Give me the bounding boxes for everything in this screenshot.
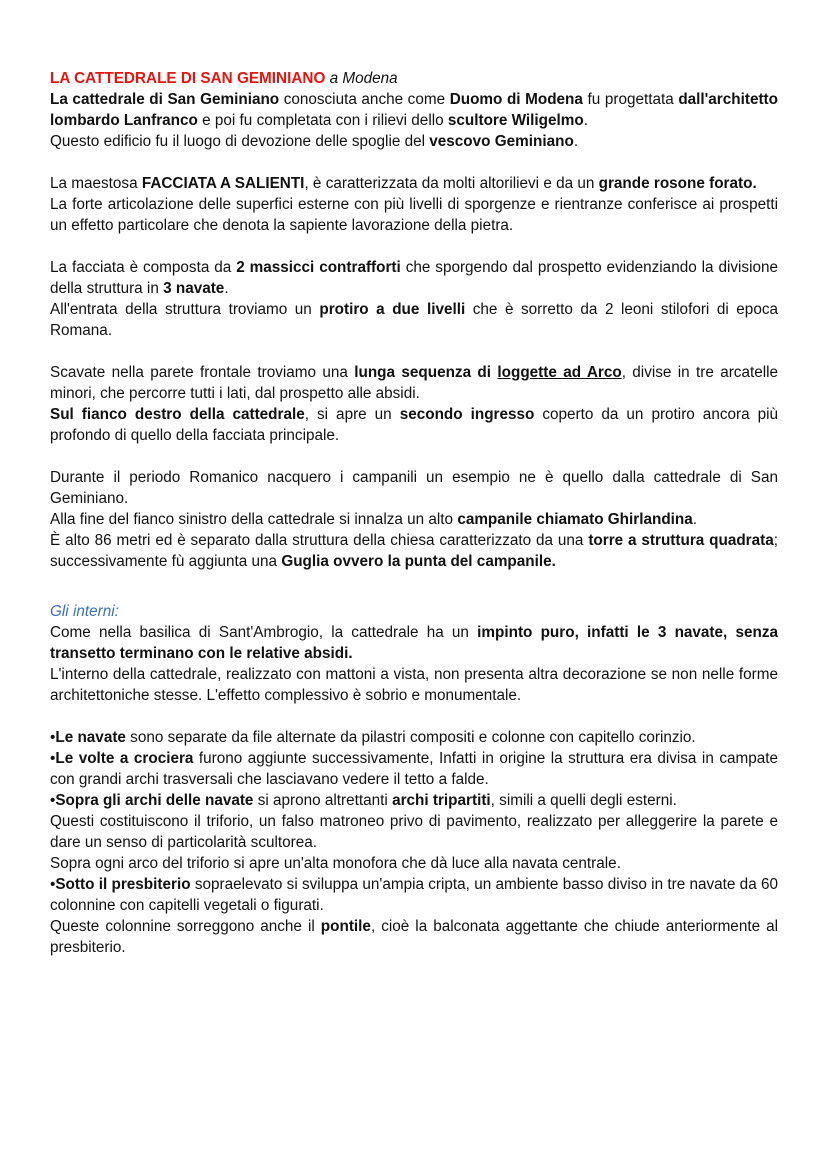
bold-run: dall'architetto lombardo Lanfranco xyxy=(50,91,778,129)
text-run: , è caratterizzata da molti altorilievi e da un xyxy=(304,175,599,192)
text-run: • xyxy=(50,729,56,746)
text-run: . xyxy=(573,133,579,150)
bold-run: archi tripartiti xyxy=(392,792,491,809)
bold-run: FACCIATA A SALIENTI xyxy=(141,175,305,192)
bold-run: Le navate xyxy=(55,729,126,746)
text-run: Scavate nella parete frontale troviamo una xyxy=(50,364,355,381)
bold-run: grande rosone forato. xyxy=(598,175,757,192)
text-run: che è sorretto da 2 leoni stilofori di epoca Romana. xyxy=(50,301,778,339)
document-page xyxy=(50,68,778,958)
section-heading: Gli interni: xyxy=(50,603,119,620)
bold-run: impinto puro, infatti le 3 navate, senza transetto terminano con le relative absidi. xyxy=(50,624,779,662)
paragraph xyxy=(50,530,778,572)
text-run: , simili a quelli degli esterni. xyxy=(490,792,677,809)
bold-run: Sul fianco destro della cattedrale xyxy=(50,406,305,423)
bold-run: secondo ingresso xyxy=(399,406,535,423)
document-title xyxy=(50,68,778,89)
paragraph xyxy=(50,622,778,664)
text-run: . xyxy=(224,280,229,297)
bold-run: pontile xyxy=(320,918,371,935)
text-run: che sporgendo dal prospetto evidenziando la divisione della struttura in xyxy=(50,259,778,297)
text-run: La facciata è composta da xyxy=(50,259,237,276)
text-run: sopraelevato si sviluppa un'ampia cripta, un ambiente basso diviso in tre navate da 60 colonnine con capitelli vegetali o figurati. xyxy=(50,876,778,914)
text-run: . xyxy=(583,112,588,129)
bullet-item xyxy=(50,727,778,748)
text-run: si aprono altrettanti xyxy=(253,792,393,809)
bold-run: 3 navate xyxy=(163,280,225,297)
bold-run: Duomo di Modena xyxy=(449,91,583,108)
paragraph xyxy=(50,467,778,509)
text-run: coperto da un protiro ancora più profondo di quello della facciata principale. xyxy=(50,406,778,444)
bold-run: loggette ad Arco xyxy=(497,364,622,381)
text-run: , cioè la balconata aggettante che chiude anteriormente al presbiterio. xyxy=(50,918,779,956)
text-run: • xyxy=(50,792,56,809)
paragraph xyxy=(50,811,778,853)
text-run: e poi fu completata con i rilievi dello xyxy=(197,112,448,129)
bold-run: lunga sequenza di xyxy=(354,364,492,381)
bold-run: scultore Wiligelmo xyxy=(447,112,584,129)
text-run: . xyxy=(692,511,698,528)
bold-run: Sotto il presbiterio xyxy=(55,876,191,893)
text-run: fu progettata xyxy=(582,91,679,108)
paragraph xyxy=(50,257,778,299)
paragraph xyxy=(50,664,778,706)
text-run: È alto 86 metri ed è separato dalla struttura della chiesa caratterizzato da una xyxy=(50,532,589,549)
text-run: L'interno della cattedrale, realizzato con mattoni a vista, non presenta altra decorazione se non nelle forme architettoniche stesse. L'effetto complessivo è sobrio e monumentale. xyxy=(50,666,778,704)
text-run: , divise in tre arcatelle minori, che percorre tutti i lati, dal prospetto alle absidi. xyxy=(50,364,779,402)
text-run: furono aggiunte successivamente, Infatti in origine la struttura era divisa in campate con grandi archi trasversali che lasciavano vedere il tetto a falde. xyxy=(50,750,778,788)
title-subtitle: a Modena xyxy=(329,70,398,87)
text-run: Come nella basilica di Sant'Ambrogio, la cattedrale ha un xyxy=(50,624,478,641)
text-run: Questi costituiscono il triforio, un falso matroneo privo di pavimento, realizzato per alleggerire la parete e dare un senso di particolarità scultorea. xyxy=(50,813,778,851)
bullet-item xyxy=(50,748,778,790)
bold-run: vescovo Geminiano xyxy=(429,133,574,150)
bold-run: 2 massicci contrafforti xyxy=(236,259,401,276)
text-run: • xyxy=(50,750,56,767)
paragraph xyxy=(50,131,778,152)
paragraph xyxy=(50,362,778,404)
text-run: Questo edificio fu il luogo di devozione delle spoglie del xyxy=(50,133,430,150)
paragraph xyxy=(50,89,778,131)
bold-run: La cattedrale di San Geminiano xyxy=(50,91,280,108)
paragraph xyxy=(50,916,778,958)
text-run: ; successivamente fù aggiunta una xyxy=(50,532,778,570)
text-run: Alla fine del fianco sinistro della cattedrale si innalza un alto xyxy=(50,511,458,528)
paragraph xyxy=(50,299,778,341)
text-run: conosciuta anche come xyxy=(279,91,450,108)
bold-run: protiro a due livelli xyxy=(319,301,466,318)
paragraph xyxy=(50,173,778,194)
paragraph xyxy=(50,853,778,874)
paragraph xyxy=(50,194,778,236)
text-run: All'entrata della struttura troviamo un xyxy=(50,301,320,318)
title-main: LA CATTEDRALE DI SAN GEMINIANO xyxy=(50,70,326,87)
text-run: La forte articolazione delle superfici esterne con più livelli di sporgenze e rientranze conferisce ai prospetti un effetto particolare che denota la sapiente lavorazione della pietra. xyxy=(50,196,778,234)
text-run: • xyxy=(50,876,56,893)
paragraph xyxy=(50,509,778,530)
bold-run: Guglia ovvero la punta del campanile. xyxy=(281,553,556,570)
text-run: La maestosa xyxy=(50,175,142,192)
paragraph xyxy=(50,404,778,446)
text-run: Queste colonnine sorreggono anche il xyxy=(50,918,321,935)
text-run: Durante il periodo Romanico nacquero i campanili un esempio ne è quello dalla cattedrale di San Geminiano. xyxy=(50,469,778,507)
bold-run: torre a struttura quadrata xyxy=(588,532,774,549)
bold-run: Le volte a crociera xyxy=(55,750,194,767)
text-run: sono separate da file alternate da pilastri compositi e colonne con capitello corinzio. xyxy=(125,729,696,746)
bold-run: campanile chiamato Ghirlandina xyxy=(457,511,693,528)
bold-run: Sopra gli archi delle navate xyxy=(55,792,254,809)
text-run: Sopra ogni arco del triforio si apre un'alta monofora che dà luce alla navata centrale. xyxy=(50,855,621,872)
bullet-item xyxy=(50,790,778,811)
text-run: , si apre un xyxy=(304,406,400,423)
bullet-item xyxy=(50,874,778,916)
